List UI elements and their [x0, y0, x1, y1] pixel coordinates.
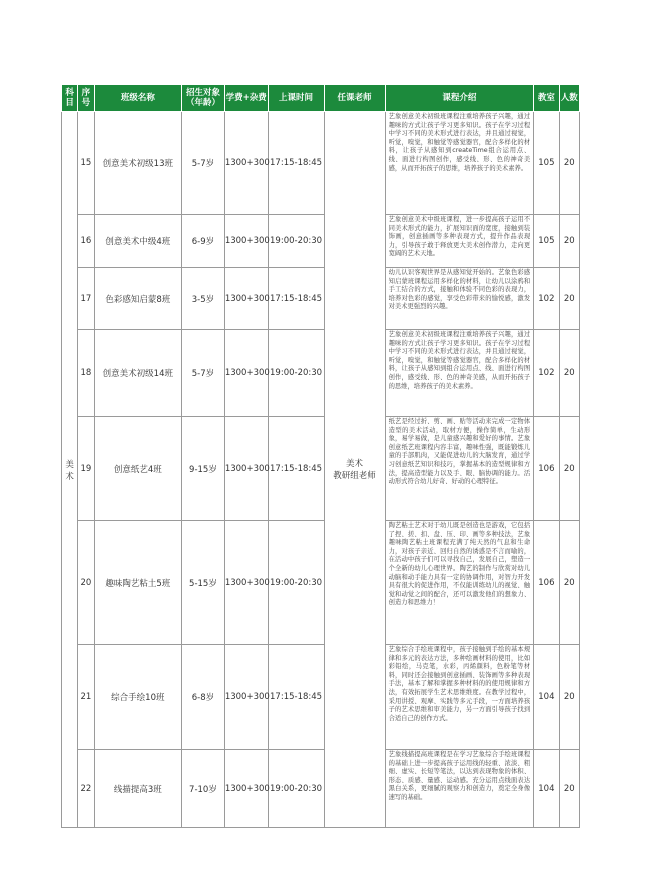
- row-class-name: 色彩感知启蒙8班: [94, 268, 182, 330]
- row-intro: [385, 215, 534, 268]
- row-time: 19:00-20:30: [268, 750, 324, 828]
- header-intro: 课程介绍: [385, 85, 534, 112]
- row-no: 22: [78, 750, 94, 828]
- row-class-name: 创意纸艺4班: [94, 417, 182, 521]
- row-class-name: 创意美术初级14班: [94, 330, 182, 417]
- table-row: [62, 112, 580, 215]
- table-row: [62, 417, 580, 521]
- row-fee: 1300+300: [224, 417, 268, 521]
- row-count: 20: [559, 417, 579, 521]
- row-intro-text: 艺象创意美术中级班课程，进一步提高孩子运用不同美术形式的能力，扩展知识面的宽度，接触到装饰画，创意插画等多种表现方式，提升作品表现力，引导孩子敢于释放更大美术创作潜力，走向更宽阔的艺术天地。: [388, 216, 531, 258]
- table-row: [62, 750, 580, 828]
- header-room: 教室: [534, 85, 559, 112]
- row-intro-text: 幼儿认识客观世界是从感知觉开始的。艺象色彩感知启蒙班课程运用多样化的材料，让幼儿以涂鸦和手工结合的方式，接触和体验不同色彩的表现力，培养对色彩的感觉，享受色彩带来的愉悦感，激发对美术更强烈的兴趣。: [388, 269, 531, 311]
- row-no: 19: [78, 417, 94, 521]
- row-intro: [385, 521, 534, 645]
- row-class-name: 综合手绘10班: [94, 645, 182, 750]
- row-class-name: 创意美术初级13班: [94, 112, 182, 215]
- row-room: 105: [534, 112, 559, 215]
- row-class-name: 趣味陶艺粘土5班: [94, 521, 182, 645]
- row-room: 102: [534, 268, 559, 330]
- teacher-line2: 教研组老师: [333, 470, 376, 481]
- row-time: 17:15-18:45: [268, 268, 324, 330]
- row-room: 106: [534, 521, 559, 645]
- row-count: 20: [559, 268, 579, 330]
- table-row: [62, 645, 580, 750]
- row-count: 20: [559, 112, 579, 215]
- row-fee: 1300+300: [224, 750, 268, 828]
- table-row: [62, 521, 580, 645]
- row-age: 5-7岁: [182, 330, 225, 417]
- row-class-name: 创意美术中级4班: [94, 215, 182, 268]
- row-intro-text: 艺象综合手绘班课程中，孩子接触到手绘的基本规律和多元的表达方法，多种绘画材料的使用，比如彩铅绘，马克笔，水彩，丙烯颜料，色粉笔等材料，同时还会接触到创意插画、装饰画等多种表现手法，基本了解和掌握多种材料的的使用规律和方法，有效拓展学生艺术思维维度。在教学过程中，采用讲授、观摩、实践等多元手段，一方面培养孩子的艺术思维和审美能力，另一方面引导孩子找到合适自己的创作方式。: [388, 646, 531, 722]
- row-count: 20: [559, 215, 579, 268]
- row-time: 17:15-18:45: [268, 112, 324, 215]
- row-count: 20: [559, 521, 579, 645]
- row-time: 17:15-18:45: [268, 645, 324, 750]
- row-room: 102: [534, 330, 559, 417]
- row-age: 5-15岁: [182, 521, 225, 645]
- row-intro-text: 艺象创意美术初级班课程注重培养孩子兴趣，通过趣味的方式让孩子学习更多知识。孩子在学习过程中学习不同的美术形式进行表达，并且通过视觉，听觉，嗅觉，和触觉等感觉器官，配合多样化的材料，让孩子从感知到组合运用点、线、面进行构图创作，感受线、形、色的神奇美感，从而开拓孩子的思维，培养孩子的美术素养。: [388, 331, 531, 390]
- row-count: 20: [559, 750, 579, 828]
- row-no: 18: [78, 330, 94, 417]
- row-count: 20: [559, 330, 579, 417]
- header-subject: 科目: [62, 85, 78, 112]
- row-intro-text: 陶艺粘土艺术对于幼儿既是创造也是游戏，它包括了捏、搓、扣、盘、压、印、画等多种技法，艺象趣味陶艺粘土班课程充满了纯天然的气息和生命力，对孩子亲近、回归自然的诱惑是不言而喻的，在活动中孩子们可以寻找自己，发展自己，塑造一个全新的幼儿心理世界。陶艺的制作与欣赏对幼儿动脑和动手能力具有一定的协调作用，对智力开发具有很大的促进作用，不仅能训练幼儿的视觉、触觉和动觉之间的配合，还可以激发他们的想象力、创造力和思维力！: [388, 522, 531, 607]
- row-room: 104: [534, 645, 559, 750]
- row-time: 19:00-20:30: [268, 521, 324, 645]
- header-count: 人数: [559, 85, 579, 112]
- row-age: 6-8岁: [182, 645, 225, 750]
- row-age: 5-7岁: [182, 112, 225, 215]
- header-time: 上课时间: [268, 85, 324, 112]
- row-no: 15: [78, 112, 94, 215]
- row-intro: [385, 645, 534, 750]
- row-fee: 1300+300: [224, 215, 268, 268]
- row-intro: [385, 417, 534, 521]
- row-intro: [385, 330, 534, 417]
- row-time: 19:00-20:30: [268, 330, 324, 417]
- row-time: 19:00-20:30: [268, 215, 324, 268]
- row-age: 7-10岁: [182, 750, 225, 828]
- row-fee: 1300+300: [224, 330, 268, 417]
- row-no: 16: [78, 215, 94, 268]
- row-no: 20: [78, 521, 94, 645]
- row-time: 17:15-18:45: [268, 417, 324, 521]
- row-room: 106: [534, 417, 559, 521]
- row-no: 17: [78, 268, 94, 330]
- row-age: 3-5岁: [182, 268, 225, 330]
- table-row: [62, 268, 580, 330]
- subject-cell: 美术: [62, 112, 78, 828]
- header-age: 招生对象（年龄）: [182, 85, 225, 112]
- row-intro: [385, 750, 534, 828]
- row-age: 6-9岁: [182, 215, 225, 268]
- course-table: [61, 84, 580, 828]
- row-room: 104: [534, 750, 559, 828]
- table-row: [62, 215, 580, 268]
- header-row: [62, 85, 580, 112]
- header-no: 序号: [78, 85, 94, 112]
- header-class-name: 班级名称: [94, 85, 182, 112]
- table-row: [62, 330, 580, 417]
- row-intro: [385, 112, 534, 215]
- row-intro: [385, 268, 534, 330]
- row-age: 9-15岁: [182, 417, 225, 521]
- row-intro-text: 纸艺是经过折、剪、画、贴等活动来完成一定物体造型的美术活动，取材方便，操作简单，生动形象，易学易做，是儿童感兴趣和爱好的事情。艺象创意纸艺班课程内容丰富，趣味性强，既能锻炼儿童的手部肌肉，又能促进幼儿的大脑发育，通过学习创意纸艺知识和技巧，掌握基本的造型规律和方法，提高造型能力以及手、眼、脑协调的能力。活动形式符合幼儿好奇、好动的心理特征。: [388, 418, 531, 486]
- header-fee: 学费+杂费: [224, 85, 268, 112]
- header-teacher: 任课老师: [324, 85, 385, 112]
- row-fee: 1300+300: [224, 268, 268, 330]
- row-count: 20: [559, 645, 579, 750]
- teacher-cell: [324, 112, 385, 828]
- teacher-line1: 美术: [346, 458, 364, 469]
- row-fee: 1300+300: [224, 645, 268, 750]
- row-room: 105: [534, 215, 559, 268]
- row-fee: 1300+300: [224, 112, 268, 215]
- row-no: 21: [78, 645, 94, 750]
- row-fee: 1300+300: [224, 521, 268, 645]
- row-intro-text: 艺象线描提高班课程是在学习艺象综合手绘班课程的基础上进一步提高孩子运用线的轻重、浓淡、粗细、虚实、长短等笔法，以达到表现物象的体积、形态、质感、量感、运动感。充分运用点线面表达黑白关系，更细腻的观察力和创造力，奠定全身像速写的基础。: [388, 751, 531, 801]
- row-intro-text: 艺象创意美术初级班课程注重培养孩子兴趣，通过趣味的方式让孩子学习更多知识。孩子在学习过程中学习不同的美术形式进行表达，并且通过视觉，听觉，嗅觉，和触觉等感觉器官，配合多样化的材料，让孩子从感知到createTime组合运用点、线、面进行构图创作，感受线、形、色的神奇美感，从而开拓孩子的思维，培养孩子的美术素养。: [388, 113, 531, 172]
- row-class-name: 线描提高3班: [94, 750, 182, 828]
